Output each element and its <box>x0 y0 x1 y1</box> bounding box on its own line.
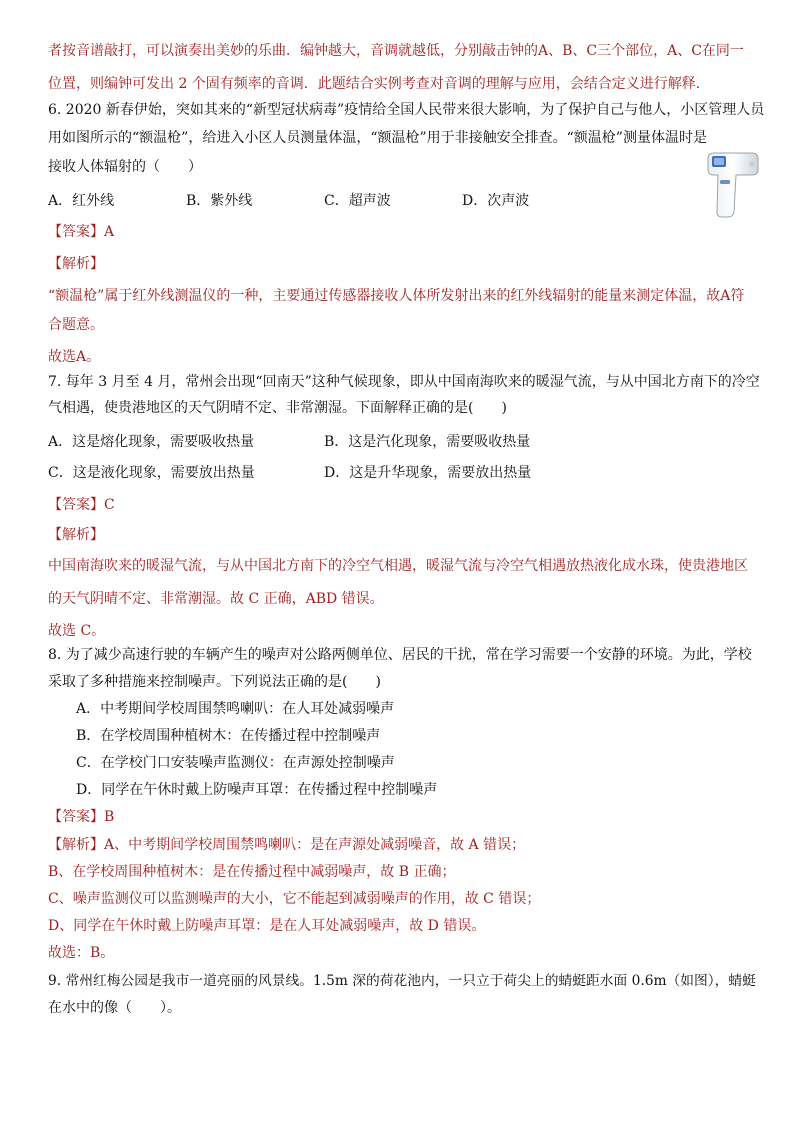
q6-analysis-line-2: 合题意。 <box>48 317 104 333</box>
q8-option-b: B．在学校周围种植树木：在传播过程中控制噪声 <box>76 728 381 744</box>
q7-option-b: B．这是汽化现象，需要吸收热量 <box>324 434 531 450</box>
q7-analysis-line-2: 的天气阴晴不定、非常潮湿。故 C 正确，ABD 错误。 <box>48 591 384 607</box>
q8-analysis-line-3: C、噪声监测仪可以监测噪声的大小，它不能起到减弱噪声的作用，故 C 错误； <box>48 891 541 907</box>
q8-option-c: C．在学校门口安装噪声监测仪：在声源处控制噪声 <box>76 755 395 771</box>
intro-line-2: 位置，则编钟可发出 2 个固有频率的音调．此题结合实例考查对音调的理解与应用，会结合定义进行解释． <box>48 76 710 92</box>
q7-stem-line-2: 气相遇，使贵港地区的天气阴晴不定、非常潮湿。下面解释正确的是( ) <box>48 400 507 416</box>
thermometer-gun-icon <box>702 150 762 220</box>
q8-stem-line-1: 8. 为了减少高速行驶的车辆产生的噪声对公路两侧单位、居民的干扰，常在学习需要一个安静的环境。为此，学校 <box>48 647 752 663</box>
intro-line-1: 者按音谱敲打，可以演奏出美妙的乐曲．编钟越大，音调就越低，分别敲击钟的A、B、C三个部位，A、C在同一 <box>48 43 744 59</box>
q6-option-b: B．紫外线 <box>186 193 253 209</box>
q8-stem-line-2: 采取了多种措施来控制噪声。下列说法正确的是( ) <box>48 674 381 690</box>
q8-analysis-line-1: 【解析】A、中考期间学校周围禁鸣喇叭：是在声源处减弱噪音，故 A 错误； <box>48 837 526 853</box>
q9-stem-line-2: 在水中的像（ ）。 <box>48 1000 181 1016</box>
q7-analysis-label: 【解析】 <box>48 527 104 543</box>
q9-stem-line-1: 9. 常州红梅公园是我市一道亮丽的风景线。1.5m 深的荷花池内，一只立于荷尖上的蜻蜓距水面 0.6m（如图），蜻蜓 <box>48 973 756 989</box>
q8-conclusion: 故选：B。 <box>48 945 115 961</box>
q8-analysis-line-4: D、同学在午休时戴上防噪声耳罩：是在人耳处减弱噪声，故 D 错误。 <box>48 918 486 934</box>
q7-option-c: C．这是液化现象，需要放出热量 <box>48 465 255 481</box>
q6-stem-line-1: 6. 2020 新春伊始，突如其来的“新型冠状病毒”疫情给全国人民带来很大影响，为了保护自己与他人，小区管理人员 <box>48 102 765 118</box>
q6-answer: 【答案】A <box>48 224 115 240</box>
q7-option-a: A．这是熔化现象，需要吸收热量 <box>48 434 255 450</box>
q6-stem-line-3: 接收人体辐射的（ ） <box>48 159 202 175</box>
q6-analysis-label: 【解析】 <box>48 256 104 272</box>
q8-option-d: D．同学在午休时戴上防噪声耳罩：在传播过程中控制噪声 <box>76 782 438 798</box>
q7-analysis-line-1: 中国南海吹来的暖湿气流，与从中国北方南下的冷空气相遇，暖湿气流与冷空气相遇放热液化成水珠，使贵港地区 <box>48 558 748 574</box>
q8-answer: 【答案】B <box>48 809 115 825</box>
q8-option-a: A．中考期间学校周围禁鸣喇叭：在人耳处减弱噪声 <box>76 701 395 717</box>
q6-stem-line-2: 用如图所示的“额温枪”，给进入小区人员测量体温，“额温枪”用于非接触安全排查。“额温枪”测量体温时是 <box>48 130 707 146</box>
q6-option-a: A．红外线 <box>48 193 115 209</box>
q7-conclusion: 故选 C。 <box>48 623 106 639</box>
q7-option-d: D．这是升华现象，需要放出热量 <box>324 465 532 481</box>
q7-stem-line-1: 7. 每年 3 月至 4 月，常州会出现“回南天”这种气候现象，即从中国南海吹来的暖湿气流，与从中国北方南下的冷空 <box>48 374 760 390</box>
q6-conclusion: 故选A。 <box>48 349 101 365</box>
q6-analysis-line-1: “额温枪”属于红外线测温仪的一种，主要通过传感器接收人体所发射出来的红外线辐射的能量来测定体温，故A符 <box>48 288 745 304</box>
q8-analysis-line-2: B、在学校周围种植树木：是在传播过程中减弱噪声，故 B 正确； <box>48 864 456 880</box>
q6-option-d: D．次声波 <box>462 193 530 209</box>
q6-option-c: C．超声波 <box>324 193 391 209</box>
q7-answer: 【答案】C <box>48 497 115 513</box>
